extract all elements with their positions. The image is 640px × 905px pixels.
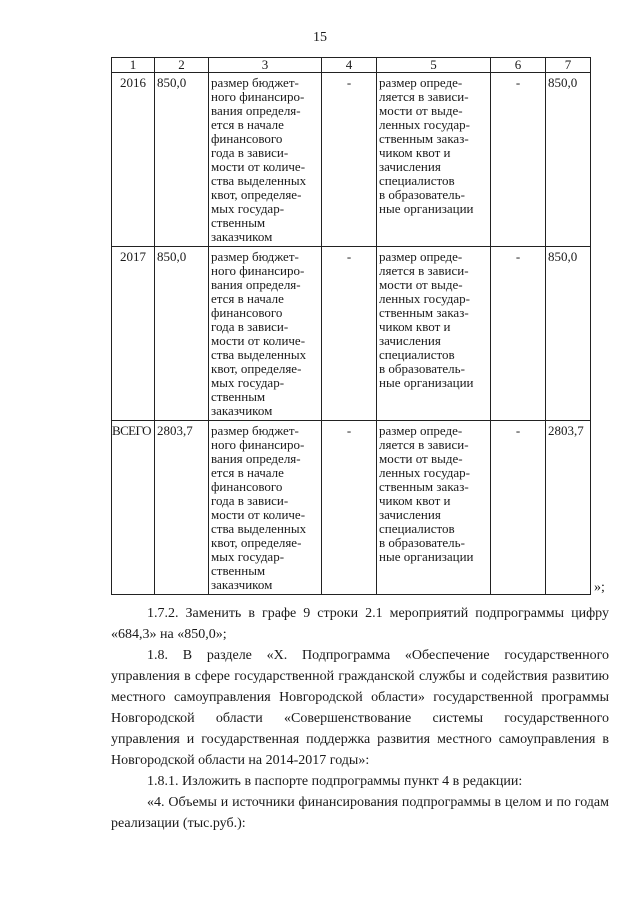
quota-description-cell: размер опреде- ляется в зависи- мости от выде- ленных государ- ственным заказ- чиком квот и зачисления специалистов в образователь- ные организации [377, 73, 491, 247]
dash-cell: - [491, 421, 546, 595]
dash-cell: - [322, 421, 377, 595]
header-col-5: 5 [377, 58, 491, 73]
paragraph-item-4: «4. Объемы и источники финансирования подпрограммы в целом и по годам реализации (тыс.руб.): [111, 795, 609, 831]
amount-cell: 850,0 [155, 247, 209, 421]
header-col-7: 7 [546, 58, 591, 73]
quota-description-cell: размер опреде- ляется в зависи- мости от выде- ленных государ- ственным заказ- чиком квот и зачисления специалистов в образователь- ные организации [377, 421, 491, 595]
funding-description-cell: размер бюджет- ного финансиро- вания определя- ется в начале финансового года в зависи- мости от количе- ства выделенных квот, определяе- мых государ- ственным заказчиком [209, 73, 322, 247]
header-col-2: 2 [155, 58, 209, 73]
funding-description-cell: размер бюджет- ного финансиро- вания определя- ется в начале финансового года в зависи- мости от количе- ства выделенных квот, определяе- мых государ- ственным заказчиком [209, 421, 322, 595]
page-number: 15 [313, 30, 327, 45]
paragraph-1-7-2: 1.7.2. Заменить в графе 9 строки 2.1 мероприятий подпрограммы цифру «684,3» на «850,0»; [111, 606, 609, 642]
dash-cell: - [322, 247, 377, 421]
table-row-total [112, 421, 591, 595]
amount-cell: 2803,7 [155, 421, 209, 595]
year-cell: 2016 [112, 73, 155, 247]
total-cell: 850,0 [546, 247, 591, 421]
header-col-6: 6 [491, 58, 546, 73]
quota-description-cell: размер опреде- ляется в зависи- мости от выде- ленных государ- ственным заказ- чиком квот и зачисления специалистов в образователь- ные организации [377, 247, 491, 421]
total-cell: 850,0 [546, 73, 591, 247]
table-header-row [112, 58, 591, 73]
total-cell: 2803,7 [546, 421, 591, 595]
paragraph-1-8-1: 1.8.1. Изложить в паспорте подпрограммы пункт 4 в редакции: [147, 774, 523, 789]
paragraph-1-8: 1.8. В разделе «X. Подпрограмма «Обеспечение государственного управления в сфере государственной гражданской службы и содействия развитию местного самоуправления Новгородской области» государственной программы Новгородской области «Совершенствование системы государственного управления и государственная поддержка развития местного самоуправления в Новгородской области на 2014-2017 годы»: [111, 648, 609, 768]
table-row-2016 [112, 73, 591, 247]
body-text [111, 603, 609, 834]
year-cell: ВСЕГО [112, 421, 155, 595]
table-row-2017 [112, 247, 591, 421]
dash-cell: - [322, 73, 377, 247]
amount-cell: 850,0 [155, 73, 209, 247]
budget-table [111, 57, 591, 595]
closing-quote-mark: »; [594, 580, 605, 595]
header-col-3: 3 [209, 58, 322, 73]
dash-cell: - [491, 247, 546, 421]
header-col-1: 1 [112, 58, 155, 73]
header-col-4: 4 [322, 58, 377, 73]
dash-cell: - [491, 73, 546, 247]
year-cell: 2017 [112, 247, 155, 421]
funding-description-cell: размер бюджет- ного финансиро- вания определя- ется в начале финансового года в зависи- мости от количе- ства выделенных квот, определяе- мых государ- ственным заказчиком [209, 247, 322, 421]
